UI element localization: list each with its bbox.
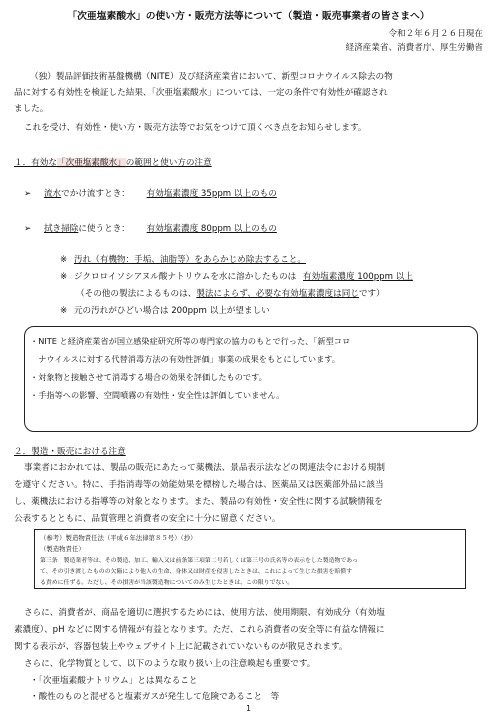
note-4: [60, 304, 270, 316]
section-1-heading: [14, 156, 212, 168]
note-mark: ※: [60, 272, 68, 282]
bullet-wiping: [24, 222, 277, 234]
section-2-line-3: し、薬機法における指導等の対象となります。また、製品の有効性・安全性に関する試験情報を: [14, 497, 383, 507]
intro-line-3: ました。: [14, 104, 49, 114]
note-2-text-b: 有効塩素濃度 100ppm 以上: [303, 272, 413, 282]
note-3-text-a: （その他の製法によるものは、: [76, 289, 197, 299]
note-3-text-c: です）: [358, 289, 385, 299]
reference-line-5: る責めに任ずる。ただし、その損害が当該製造物についてのみ生じたときは、この限りでない。: [40, 580, 294, 586]
date-line: 令和２年６月２６日現在: [388, 29, 483, 39]
note-3: [76, 287, 385, 299]
method-wiping: 拭き掃除: [43, 224, 79, 234]
issuers-line: 経済産業省、消費者庁、厚生労働省: [345, 43, 483, 53]
nite-line-2: ナウイルスに対する代替消毒方法の有効性評価」事業の成果をもとにしています。: [30, 354, 340, 364]
closing-line-4: さらに、化学物質として、以下のような取り扱い上の注意喚起も重要です。: [24, 659, 316, 669]
page-title: 「次亜塩素酸水」の使い方・販売方法等について（製造・販売事業者の皆さまへ）: [67, 11, 430, 22]
note-mark: ※: [60, 306, 68, 316]
note-1-text: 汚れ（有機物：手垢、油脂等）をあらかじめ除去すること。: [73, 255, 306, 265]
reference-line-3: 第三条 製造業者等は、その製造、加工、輸入又は前条第三項第二号若しくは第三号の氏名等の表示をした製造物であっ: [40, 558, 359, 564]
nite-line-4: ・手指等への影響、空間噴霧の有効性・安全性は評価していません。: [30, 390, 285, 400]
note-2: [60, 270, 413, 282]
bullet-flowing-water: [24, 187, 277, 199]
intro-line-4: これを受け、有効性・使い方・販売方法等でお気をつけて頂くべき点をお知らせします。: [24, 123, 367, 133]
section-1-heading-highlight: 「次亜塩素酸水」: [56, 158, 126, 168]
closing-bullet-2: ・酸性のものと混ぜると塩素ガスが発生して危険であること 等: [30, 692, 280, 702]
method-wiping-rest: に使うとき：: [78, 224, 130, 234]
method-flowing-water-rest: でかけ流すとき：: [61, 189, 130, 199]
note-2-text-a: ジクロロイソシアヌル酸ナトリウムを水に溶かしたものは: [73, 272, 297, 282]
condition-35ppm: 有効塩素濃度 35ppm 以上のもの: [146, 189, 277, 199]
closing-line-2: 素濃度）、pH などに関する情報が有益となります。ただ、これら消費者の安全等に有益な情報に: [14, 625, 385, 635]
method-flowing-water: 流水: [43, 189, 62, 199]
intro-line-1: （独）製品評価技術基盤機構（NITE）及び経済産業省において、新型コロナウイルス除去の物: [30, 72, 393, 82]
nite-line-1: ・NITE と経済産業省が国立感染症研究所等の専門家の協力のもとで行った、「新型コロ: [30, 336, 351, 346]
note-4-text: 元の汚れがひどい場合は 200ppm 以上が望ましい: [73, 306, 270, 316]
section-2-heading: ２．製造・販売における注意: [14, 447, 126, 457]
nite-line-3: ・対象物と接触させて消毒する場合の効果を評価したものです。: [30, 372, 267, 382]
page-number: 1: [245, 704, 252, 713]
section-1-heading-prefix: １．有効な: [14, 158, 57, 168]
arrow-icon: ➢: [24, 189, 32, 199]
note-3-text-b: 製法によらず、必要な有効塩素濃度は同じ: [196, 289, 359, 299]
condition-80ppm: 有効塩素濃度 80ppm 以上のもの: [146, 224, 277, 234]
note-1: [60, 253, 306, 265]
closing-line-1: さらに、消費者が、商品を適切に選択するためには、使用方法、使用期限、有効成分（有効塩: [24, 608, 385, 618]
section-2-line-2: を遵守ください。特に、手指消毒等の効能効果を標榜した場合は、医薬品又は医薬部外品に該当: [14, 480, 384, 490]
section-1-heading-suffix: の範囲と使い方の注意: [125, 158, 212, 168]
section-2-line-1: 事業者におかれては、製品の販売にあたって薬機法、景品表示法などの関連法令における規制: [24, 463, 385, 473]
reference-line-2: （製造物責任）: [40, 545, 85, 553]
section-2-line-4: 公表するとともに、品質管理と消費者の安全に十分に留意ください。: [14, 514, 281, 524]
closing-line-3: 関する表示が、容器包装上やウェブサイト上に記載されていないものが散見されます。: [14, 642, 348, 652]
reference-line-1: （参考）製造物責任法（平成６年法律第８５号）（抄）: [40, 534, 197, 542]
reference-line-4: て、その引き渡したものの欠陥により他人の生命、身体又は財産を侵害したときは、これによって生じた損害を賠償す: [40, 569, 353, 575]
intro-line-2: 品に対する有効性を検証した結果、「次亜塩素酸水」については、一定の条件で有効性が確認され: [14, 88, 388, 98]
closing-bullet-1: ・「次亜塩素酸ナトリウム」とは異なること: [30, 676, 198, 686]
arrow-icon: ➢: [24, 224, 32, 234]
note-mark: ※: [60, 255, 68, 265]
